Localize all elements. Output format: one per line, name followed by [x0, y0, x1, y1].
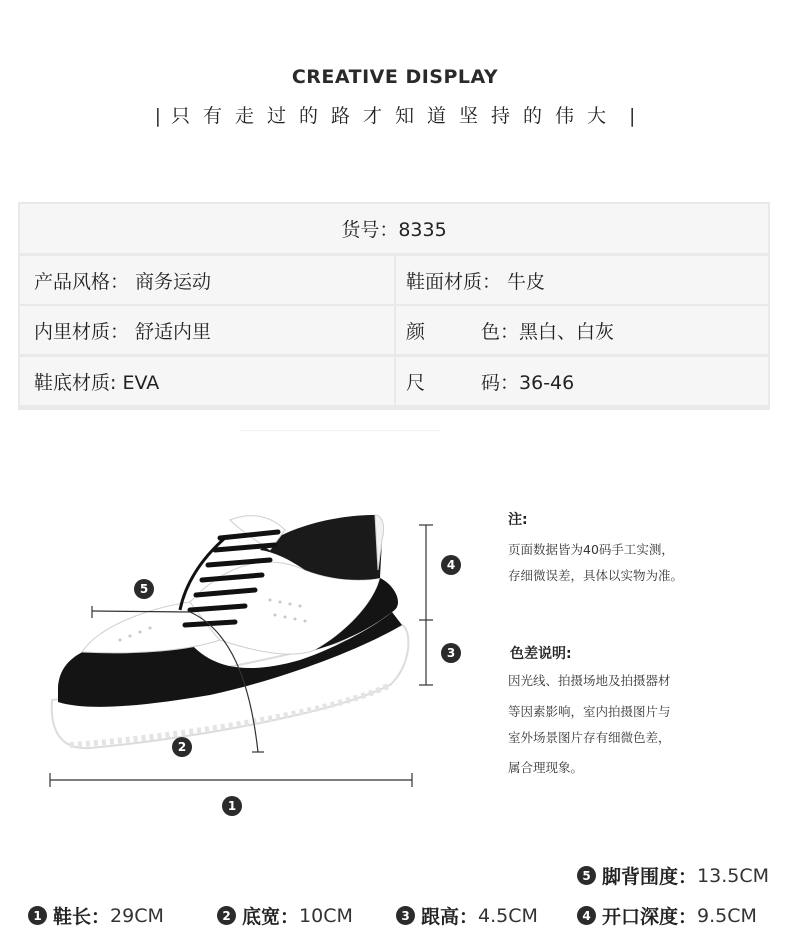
measure-sole-width-num: 2: [217, 906, 236, 925]
slogan: [0, 101, 790, 128]
slogan-text: 只有走过的路才知道坚持的伟大: [170, 105, 619, 127]
slogan-divider-left: |: [154, 105, 161, 127]
measure-length-label: 鞋长：: [53, 906, 111, 928]
note-line-2: 存细微误差，具体以实物为准。: [508, 568, 684, 583]
spec-table: [18, 202, 770, 410]
measure-heel-value: 4.5CM: [478, 904, 538, 927]
spec-size: [396, 357, 768, 405]
spec-lining: 内里材质： 舒适内里: [20, 306, 394, 354]
measure-length-num: 1: [28, 906, 47, 925]
measure-opening-value: 9.5CM: [697, 904, 757, 927]
badge-4: 4: [441, 555, 461, 575]
divider: [240, 430, 440, 431]
spec-upper: 鞋面材质： 牛皮: [396, 256, 768, 304]
spec-color: [396, 306, 768, 354]
color-diff-line-2: 等因素影响，室内拍摄图片与: [508, 704, 671, 719]
slogan-divider-right: |: [629, 105, 636, 127]
color-diff-line-4: 属合理现象。: [508, 760, 584, 775]
item-number: 货号：8335: [20, 204, 768, 253]
spec-color-label: 颜: [406, 320, 426, 343]
measure-sole-width: [217, 902, 353, 929]
measure-heel-label: 跟高：: [421, 906, 479, 928]
measure-heel: [396, 902, 538, 929]
measure-instep: [577, 862, 769, 889]
note-title: 注:: [508, 512, 528, 528]
measure-instep-num: 5: [577, 866, 596, 885]
measure-length: [28, 902, 164, 929]
shoe-figure: [30, 490, 470, 830]
measure-opening: [577, 902, 757, 929]
badge-5: 5: [134, 579, 154, 599]
measure-heel-num: 3: [396, 906, 415, 925]
measure-instep-label: 脚背围度：: [602, 866, 698, 888]
badge-2: 2: [172, 737, 192, 757]
badge-3: 3: [441, 643, 461, 663]
measure-sole-width-value: 10CM: [299, 904, 353, 927]
color-diff-line-1: 因光线、拍摄场地及拍摄器材: [508, 673, 671, 688]
color-diff-line-3: 室外场景图片存有细微色差，: [508, 730, 671, 745]
spec-style: 产品风格： 商务运动: [20, 256, 394, 304]
measure-opening-label: 开口深度：: [602, 906, 698, 928]
spec-sole: 鞋底材质: EVA: [20, 357, 394, 405]
shoe-image: [30, 490, 470, 830]
spec-size-value: 码：36-46: [481, 371, 575, 394]
measure-length-value: 29CM: [110, 904, 164, 927]
spec-size-label: 尺: [406, 371, 426, 394]
note-line-1: 页面数据皆为40码手工实测，: [508, 542, 674, 557]
badge-1: 1: [222, 796, 242, 816]
measure-opening-num: 4: [577, 906, 596, 925]
measure-instep-value: 13.5CM: [697, 864, 769, 887]
measure-sole-width-label: 底宽：: [242, 906, 300, 928]
page-title: CREATIVE DISPLAY: [291, 66, 499, 88]
color-diff-title: 色差说明:: [510, 646, 572, 662]
spec-color-value: 色：黑白、白灰: [481, 320, 615, 343]
